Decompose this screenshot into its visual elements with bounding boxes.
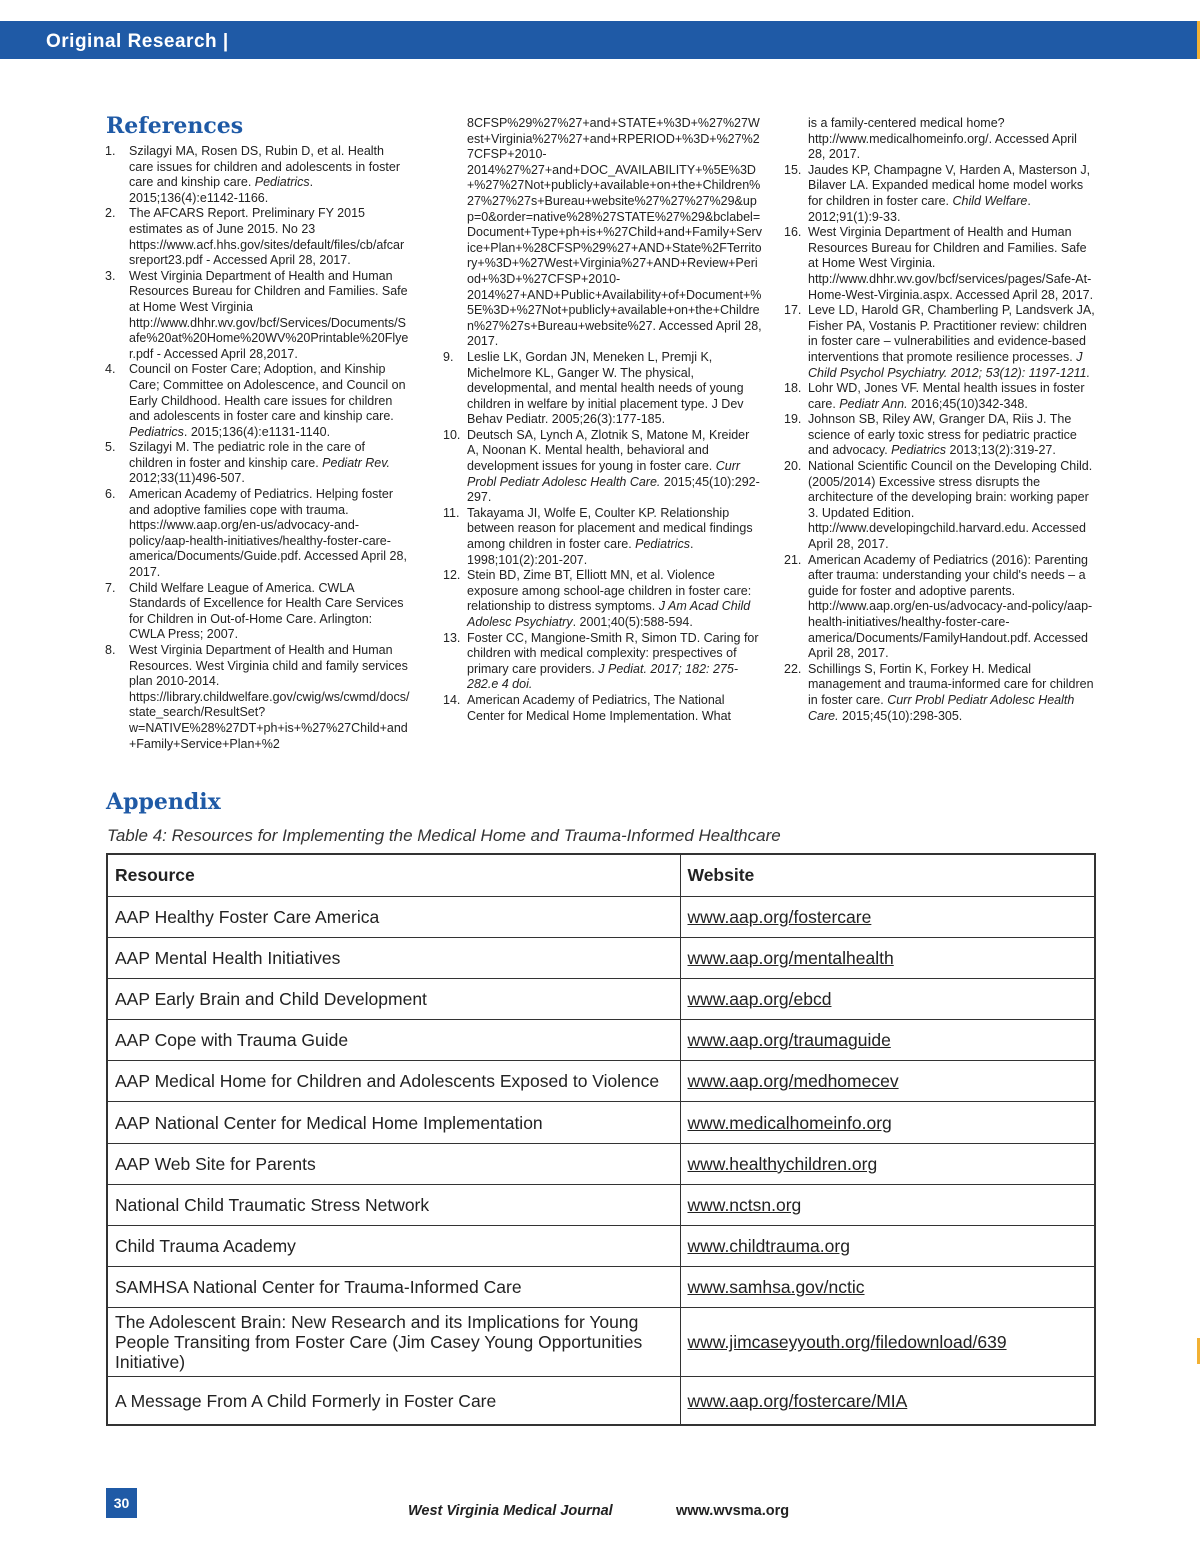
column-header-website: Website xyxy=(680,854,1095,896)
table-row xyxy=(107,1020,1095,1061)
table-row xyxy=(107,1061,1095,1102)
reference-item: 8. West Virginia Department of Health and Human Resources. West Virginia child and family services plan 2010-2014. https://library.childwelfare.gov/cwig/ws/cwmd/docs/state_search/ResultSet?w=NATIVE%28%27DT+ph+is+%27%27Child+and+Family+Service+Plan+%2 xyxy=(105,643,410,751)
reference-item: 15. Jaudes KP, Champagne V, Harden A, Masterson J, Bilaver LA. Expanded medical home model works for children in foster care. Child Welfare. 2012;91(1):9-33. xyxy=(784,162,1091,224)
table-caption: Table 4: Resources for Implementing the Medical Home and Trauma-Informed Healthcare xyxy=(107,826,781,845)
reference-item: 16. West Virginia Department of Health and Human Resources Bureau for Children and Families. Safe at Home West Virginia. http://www.dhhr.wv.gov/bcf/services/pages/Safe-At-Home-West-Virginia.aspx. Accessed April 28, 2017. xyxy=(784,225,1094,302)
reference-item: 1. Szilagyi MA, Rosen DS, Rubin D, et al. Health care issues for children and adolescents in foster care and kinship care. Pediatrics. 2015;136(4):e1142-1166. xyxy=(105,144,400,205)
website-cell xyxy=(680,1226,1095,1267)
website-link[interactable]: www.jimcaseyyouth.org/filedownload/639 xyxy=(687,1332,1007,1353)
table-row xyxy=(107,978,1095,1019)
website-link[interactable]: www.aap.org/medhomecev xyxy=(687,1071,899,1092)
website-link[interactable]: www.aap.org/ebcd xyxy=(687,988,832,1009)
website-cell xyxy=(680,1102,1095,1143)
references-column-2 xyxy=(443,116,763,724)
reference-item: 22. Schillings S, Fortin K, Forkey H. Medical management and trauma-informed care for children in foster care. Curr Probl Pediatr Adolesc Health Care. 2015;45(10):298-305. xyxy=(784,661,1094,723)
table-row xyxy=(107,1143,1095,1184)
website-cell xyxy=(680,937,1095,978)
table-row xyxy=(107,1184,1095,1225)
reference-item: 9. Leslie LK, Gordan JN, Meneken L, Premji K, Michelmore KL, Ganger W. The physical, developmental, and mental health needs of young children in welfare by initial placement type. J Dev Behav Pediatr. 2005;26(3):177-185. xyxy=(443,349,744,427)
website-cell xyxy=(680,1377,1095,1425)
appendix-heading: Appendix xyxy=(106,789,221,815)
table-row xyxy=(107,1226,1095,1267)
table-row xyxy=(107,1377,1095,1425)
section-label: Original Research | xyxy=(46,31,229,52)
reference-item: 3. West Virginia Department of Health and Human Resources Bureau for Children and Families. Safe at Home West Virginia http://www.dhhr.wv.gov/bcf/Services/Documents/Safe%20at%20Home%20WV%20Printable%20Flyer.pdf - Accessed April 28,2017. xyxy=(105,268,409,361)
website-link[interactable]: www.healthychildren.org xyxy=(687,1153,878,1174)
journal-website[interactable]: www.wvsma.org xyxy=(676,1503,790,1519)
resource-cell: The Adolescent Brain: New Research and its Implications for Young People Transiting from Foster Care (Jim Casey Young Opportunities Initiative) xyxy=(107,1308,680,1377)
website-cell xyxy=(680,1267,1095,1308)
resources-table xyxy=(106,853,1096,1426)
reference-item: 11. Takayama JI, Wolfe E, Coulter KP. Relationship between reason for placement and medical findings among children in foster care. Pediatrics. 1998;101(2):201-207. xyxy=(443,505,753,567)
website-link[interactable]: www.aap.org/fostercare xyxy=(687,906,872,927)
website-link[interactable]: www.medicalhomeinfo.org xyxy=(687,1112,892,1133)
reference-item: 5. Szilagyi M. The pediatric role in the care of children in foster and kinship care. Pediatr Rev. 2012;33(11)496-507. xyxy=(105,440,391,486)
reference-item: 7. Child Welfare League of America. CWLA Standards of Excellence for Health Care Services for Children in Out-of-Home Care. Arlington: CWLA Press; 2007. xyxy=(105,580,404,642)
references-heading: References xyxy=(106,113,244,139)
reference-item: 4. Council on Foster Care; Adoption, and Kinship Care; Committee on Adolescence, and Council on Early Childhood. Health care issues for children and adolescents in foster care and kinship care. Pediatrics. 2015;136(4):e1131-1140. xyxy=(105,362,406,439)
column-header-resource: Resource xyxy=(107,854,680,896)
website-link[interactable]: www.nctsn.org xyxy=(687,1194,802,1215)
website-cell xyxy=(680,1184,1095,1225)
reference-item: 19. Johnson SB, Riley AW, Granger DA, Riis J. The science of early toxic stress for pediatric practice and advocacy. Pediatrics 2013;13(2):319-27. xyxy=(784,412,1077,458)
reference-continuation: 8CFSP%29%27%27+and+STATE+%3D+%27%27West+Virginia%27%27+and+RPERIOD+%3D+%27%27CFSP+2010-2014%27%27+and+DOC_AVAILABILITY+%5E%3D+%27%27Not+publicly+available+on+the+Children%27%27%27s+Bureau+website%27%27%27%29&upp=0&order=native%28%27STATE%27%29&bclabel=Document+Type+ph+is+%27Child+and+Family+Service+Plan+%28CFSP%29%27+AND+State%2FTerritory+%3D+%27West+Virginia%27+AND+Review+Period+%3D+%27CFSP+2010-2014%27+AND+Public+Availability+of+Document+%5E%3D+%27Not+publicly+available+on+the+Children%27%27s+Bureau+website%27. Accessed April 28, 2017. xyxy=(467,116,762,349)
journal-name: West Virginia Medical Journal xyxy=(408,1503,613,1519)
resource-cell: AAP Early Brain and Child Development xyxy=(107,978,680,1019)
reference-item: 6. American Academy of Pediatrics. Helping foster and adoptive families cope with trauma. https://www.aap.org/en-us/advocacy-and-policy/aap-health-initiatives/healthy-foster-care-america/Documents/Guide.pdf. Accessed April 28, 2017. xyxy=(105,487,407,580)
website-cell xyxy=(680,1020,1095,1061)
reference-continuation: is a family-centered medical home? http://www.medicalhomeinfo.org/. Accessed April 28, 2017. xyxy=(808,116,1077,162)
resource-cell: AAP Medical Home for Children and Adolescents Exposed to Violence xyxy=(107,1061,680,1102)
table-row xyxy=(107,1102,1095,1143)
resource-cell: AAP Cope with Trauma Guide xyxy=(107,1020,680,1061)
website-cell xyxy=(680,1061,1095,1102)
website-link[interactable]: www.aap.org/traumaguide xyxy=(687,1030,891,1051)
references-column-1 xyxy=(105,144,410,752)
resource-cell: AAP Mental Health Initiatives xyxy=(107,937,680,978)
references-column-3 xyxy=(784,116,1096,724)
table-row xyxy=(107,937,1095,978)
reference-item: 2. The AFCARS Report. Preliminary FY 2015 estimates as of June 2015. No 23 https://www.acf.hhs.gov/sites/default/files/cb/afcarsreport23.pdf - Accessed April 28, 2017. xyxy=(105,206,405,268)
table-header-row xyxy=(107,854,1095,896)
table-row xyxy=(107,896,1095,937)
table-row xyxy=(107,1308,1095,1377)
website-link[interactable]: www.childtrauma.org xyxy=(687,1236,850,1257)
resource-cell: AAP Web Site for Parents xyxy=(107,1143,680,1184)
website-cell xyxy=(680,1308,1095,1377)
reference-item: 14. American Academy of Pediatrics, The National Center for Medical Home Implementation. What xyxy=(443,692,731,723)
resource-cell: AAP Healthy Foster Care America xyxy=(107,896,680,937)
table-row xyxy=(107,1267,1095,1308)
resource-cell: AAP National Center for Medical Home Implementation xyxy=(107,1102,680,1143)
reference-item: 10. Deutsch SA, Lynch A, Zlotnik S, Matone M, Kreider A, Noonan K. Mental health, behavioral and development issues for young in foster care. Curr Probl Pediatr Adolesc Health Care. 2015;45(10):292-297. xyxy=(443,427,760,505)
resource-cell: SAMHSA National Center for Trauma-Informed Care xyxy=(107,1267,680,1308)
reference-item: 17. Leve LD, Harold GR, Chamberling P, Landsverk JA, Fisher PA, Vostanis P. Practitioner review: children in foster care – vulnerabilities and evidence-based interventions that promote resilience processes. J Child Psychol Psychiatry. 2012; 53(12): 1197-1211. xyxy=(784,303,1095,380)
reference-item: 21. American Academy of Pediatrics (2016): Parenting after trauma: understanding your child's needs – a guide for foster and adoptive parents. http://www.aap.org/en-us/advocacy-and-policy/aap-health-initiatives/healthy-foster-care-america/Documents/FamilyHandout.pdf. Accessed April 28, 2017. xyxy=(784,552,1093,661)
reference-item: 13. Foster CC, Mangione-Smith R, Simon TD. Caring for children with medical complexity: prespectives of primary care providers. J Pediat. 2017; 182: 275-282.e 4 doi. xyxy=(443,630,759,692)
website-cell xyxy=(680,1143,1095,1184)
resource-cell: Child Trauma Academy xyxy=(107,1226,680,1267)
website-link[interactable]: www.samhsa.gov/nctic xyxy=(687,1277,865,1298)
resource-cell: A Message From A Child Formerly in Foster Care xyxy=(107,1377,680,1425)
website-cell xyxy=(680,978,1095,1019)
reference-item: 20. National Scientific Council on the Developing Child. (2005/2014) Excessive stress disrupts the architecture of the developing brain: working paper 3. Updated Edition. http://www.developingchild.harvard.edu. Accessed April 28, 2017. xyxy=(784,459,1093,552)
website-cell xyxy=(680,896,1095,937)
page-number: 30 xyxy=(106,1488,137,1518)
website-link[interactable]: www.aap.org/fostercare/MIA xyxy=(687,1390,908,1411)
reference-item: 18. Lohr WD, Jones VF. Mental health issues in foster care. Pediatr Ann. 2016;45(10)342-348. xyxy=(784,381,1085,411)
reference-item: 12. Stein BD, Zime BT, Elliott MN, et al. Violence exposure among school-age children in foster care: relationship to distress symptoms. J Am Acad Child Adolesc Psychiatry. 2001;40(5):588-594. xyxy=(443,568,752,629)
resource-cell: National Child Traumatic Stress Network xyxy=(107,1184,680,1225)
website-link[interactable]: www.aap.org/mentalhealth xyxy=(687,947,894,968)
